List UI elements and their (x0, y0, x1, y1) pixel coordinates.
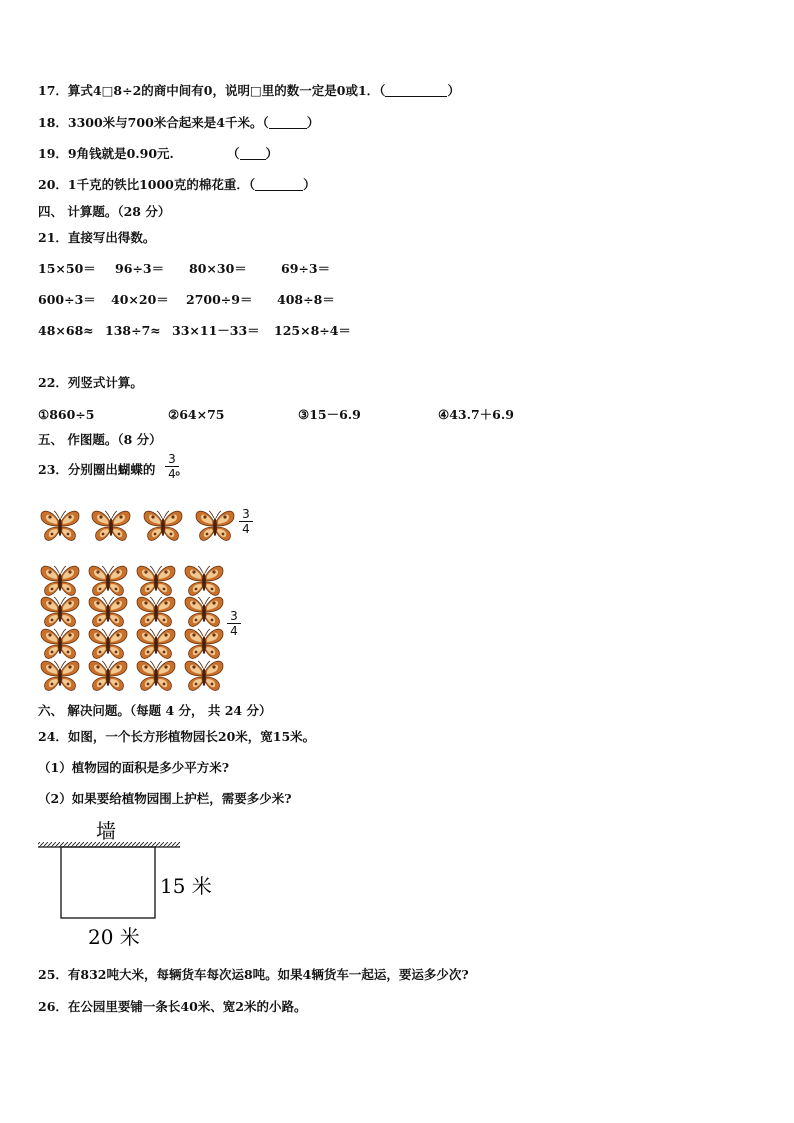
butterfly-icon[interactable] (135, 658, 177, 694)
butterfly-icon[interactable] (142, 508, 184, 544)
butterfly-icon[interactable] (39, 508, 81, 544)
section-4-heading: 四、 计算题。（28 分） (38, 204, 171, 219)
butterfly-icon[interactable] (194, 508, 236, 544)
question-20-text: 20．1千克的铁比1000克的棉花重．（ (38, 177, 256, 192)
question-24-part-2: （2）如果要给植物园围上护栏，需要多少米? (38, 791, 292, 806)
garden-rectangle (61, 847, 155, 918)
question-17-text: 17．算式4□8÷2的商中间有0，说明□里的数一定是0或1．（ (38, 83, 386, 98)
fraction-three-quarters: $\frac{3}{4}$ (227, 609, 241, 638)
calc-item: 96÷3＝ (115, 261, 165, 276)
section-6-heading: 六、 解决问题。（每题 4 分， 共 24 分） (38, 703, 272, 718)
question-18: 18．3300米与700米合起来是4千米。（ ） (38, 115, 320, 130)
vertical-calc-item: ④43.7＋6.9 (438, 407, 514, 422)
butterfly-icon[interactable] (183, 594, 225, 630)
answer-blank[interactable] (240, 147, 266, 160)
vertical-calc-item: ①860÷5 (38, 407, 95, 422)
calc-item: 80×30＝ (189, 261, 247, 276)
butterfly-icon[interactable] (87, 594, 129, 630)
vertical-calc-item: ③15－6.9 (298, 407, 361, 422)
question-18-text: 18．3300米与700米合起来是4千米。（ (38, 115, 269, 130)
calc-item: 2700÷9＝ (186, 292, 253, 307)
fraction-three-quarters: $\frac{3}{4}$ (165, 452, 179, 481)
question-17: 17．算式4□8÷2的商中间有0，说明□里的数一定是0或1．（ ） (38, 83, 460, 98)
calc-item: 125×8÷4＝ (274, 323, 351, 338)
question-21: 21．直接写出得数。 (38, 230, 156, 245)
butterfly-icon[interactable] (183, 658, 225, 694)
calc-item: 40×20＝ (111, 292, 169, 307)
answer-blank[interactable] (269, 116, 307, 129)
question-22: 22．列竖式计算。 (38, 375, 143, 390)
calc-item: 33×11－33＝ (172, 323, 260, 338)
garden-figure (36, 818, 226, 950)
question-19 (38, 146, 174, 162)
question-23: 23．分别圈出蝴蝶的 。 (38, 462, 188, 477)
butterfly-icon[interactable] (135, 626, 177, 662)
question-26: 26．在公园里要铺一条长40米、宽2米的小路。 (38, 999, 307, 1014)
butterfly-icon[interactable] (39, 594, 81, 630)
answer-blank[interactable] (255, 178, 303, 191)
wall-label: 墙 (96, 819, 116, 843)
calc-item: 408÷8＝ (277, 292, 335, 307)
calc-item: 48×68≈ (38, 323, 94, 338)
length-label: 20 米 (88, 925, 140, 949)
section-5-heading: 五、 作图题。（8 分） (38, 432, 162, 447)
butterfly-icon[interactable] (39, 658, 81, 694)
butterfly-icon[interactable] (87, 626, 129, 662)
butterfly-icon[interactable] (87, 658, 129, 694)
question-24-part-1: （1）植物园的面积是多少平方米? (38, 760, 230, 775)
question-25: 25．有832吨大米，每辆货车每次运8吨。如果4辆货车一起运，要运多少次? (38, 967, 469, 982)
calc-item: 600÷3＝ (38, 292, 96, 307)
butterfly-icon[interactable] (39, 626, 81, 662)
vertical-calc-item: ②64×75 (168, 407, 225, 422)
answer-blank[interactable] (385, 84, 447, 97)
butterfly-icon[interactable] (90, 508, 132, 544)
question-19-answer: （ ） (227, 146, 279, 161)
calc-item: 15×50＝ (38, 261, 96, 276)
calc-item: 138÷7≈ (105, 323, 161, 338)
butterfly-icon[interactable] (183, 626, 225, 662)
question-24: 24．如图，一个长方形植物园长20米，宽15米。 (38, 729, 316, 744)
calc-item: 69÷3＝ (281, 261, 331, 276)
fraction-three-quarters: $\frac{3}{4}$ (239, 507, 253, 536)
question-20: 20．1千克的铁比1000克的棉花重．（ ） (38, 177, 316, 192)
question-19-text: 19．9角钱就是0.90元. (38, 146, 174, 161)
butterfly-icon[interactable] (135, 594, 177, 630)
width-label: 15 米 (160, 874, 212, 898)
